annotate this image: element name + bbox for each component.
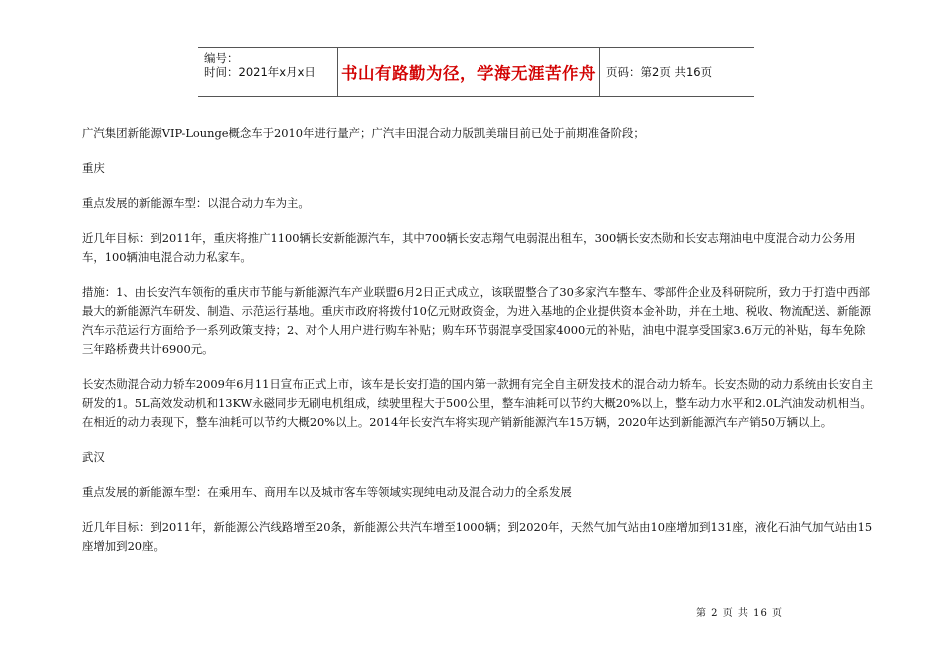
section-heading-wuhan: 武汉 bbox=[82, 450, 105, 464]
time-label: 时间：2021年x月x日 bbox=[204, 65, 316, 79]
paragraph: 措施：1、由长安汽车领衔的重庆市节能与新能源汽车产业联盟6月2日正式成立，该联盟整合了30多家汽车整车、零部件企业及科研院所，致力于打造中西部最大的新能源汽车研发、制造、示范运行基地。重庆市政府将拨付10亿元财政资金，为进入基地的企业提供资本金补助，并在土地、税收、物流配送、新能源汽车示范运行方面给予一系列政策支持；2、对个人用户进行购车补贴；购车环节弱混享受国家4000元的补贴，油电中混享受国家3.6万元的补贴，每车免除三年路桥费共计6900元。 bbox=[82, 285, 872, 356]
section-heading-chongqing: 重庆 bbox=[82, 161, 105, 175]
document-header bbox=[198, 47, 754, 97]
number-label: 编号： bbox=[204, 51, 239, 65]
header-page-info: 页码：第2页 共16页 bbox=[606, 65, 713, 79]
paragraph: 重点发展的新能源车型：在乘用车、商用车以及城市客车等领域实现纯电动及混合动力的全系发展 bbox=[82, 485, 572, 499]
paragraph: 近几年目标：到2011年，重庆将推广1100辆长安新能源汽车，其中700辆长安志翔气电弱混出租车，300辆长安杰勋和长安志翔油电中度混合动力公务用车，100辆油电混合动力私家车。 bbox=[82, 231, 856, 264]
paragraph: 长安杰勋混合动力轿车2009年6月11日宣布正式上市，该车是长安打造的国内第一款拥有完全自主研发技术的混合动力轿车。长安杰勋的动力系统由长安自主研发的1。5L高效发动机和13KW永磁同步无刷电机组成，续驶里程大于500公里，整车油耗可以节约大概20%以上，整车动力水平和2.0L汽油发动机相当。在相近的动力表现下，整车油耗可以节约大概20%以上。2014年长安汽车将实现产销新能源汽车15万辆，2020年达到新能源汽车产销50万辆以上。 bbox=[82, 377, 874, 429]
header-meta bbox=[198, 48, 338, 96]
paragraph: 重点发展的新能源车型：以混合动力车为主。 bbox=[82, 196, 310, 210]
header-motto: 书山有路勤为径，学海无涯苦作舟 bbox=[338, 48, 600, 96]
paragraph: 近几年目标：到2011年，新能源公汽线路增至20条，新能源公共汽车增至1000辆；到2020年，天然气加气站由10座增加到131座，液化石油气加气站由15座增加到20座。 bbox=[82, 520, 873, 553]
paragraph: 广汽集团新能源VIP-Lounge概念车于2010年进行量产；广汽丰田混合动力版凯美瑞目前已处于前期准备阶段； bbox=[82, 126, 645, 140]
document-body bbox=[82, 124, 874, 572]
page-footer: 第 2 页 共 16 页 bbox=[696, 608, 783, 619]
